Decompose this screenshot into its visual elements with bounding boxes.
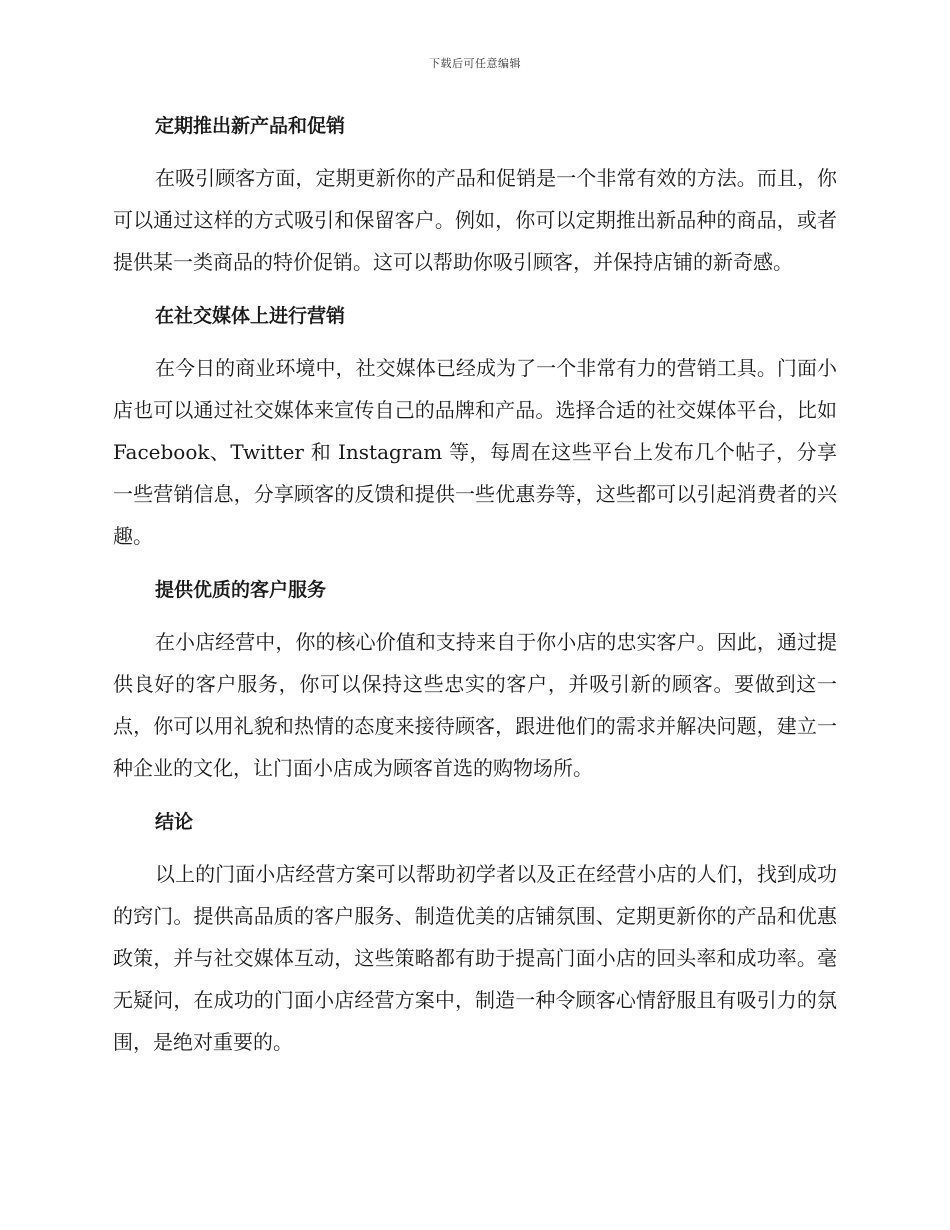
section-paragraph: 在今日的商业环境中，社交媒体已经成为了一个非常有力的营销工具。门面小店也可以通过社交媒体来宣传自己的品牌和产品。选择合适的社交媒体平台，比如 Facebook、Twitter 和 Instagram 等，每周在这些平台上发布几个帖子，分享一些营销信息，分享顾客的反馈和提供一些优惠券等，这些都可以引起消费者的兴趣。 bbox=[113, 356, 837, 548]
section-paragraph: 在吸引顾客方面，定期更新你的产品和促销是一个非常有效的方法。而且，你可以通过这样的方式吸引和保留客户。例如，你可以定期推出新品种的商品，或者提供某一类商品的特价促销。这可以帮助你吸引顾客，并保持店铺的新奇感。 bbox=[113, 166, 837, 274]
section-conclusion bbox=[113, 801, 837, 1063]
section-heading: 结论 bbox=[155, 811, 194, 833]
section-heading: 提供优质的客户服务 bbox=[155, 579, 327, 601]
section-paragraph: 在小店经营中，你的核心价值和支持来自于你小店的忠实客户。因此，通过提供良好的客户服务，你可以保持这些忠实的客户，并吸引新的顾客。要做到这一点，你可以用礼貌和热情的态度来接待顾客，跟进他们的需求并解决问题，建立一种企业的文化，让门面小店成为顾客首选的购物场所。 bbox=[113, 630, 837, 780]
section-heading: 定期推出新产品和促销 bbox=[155, 115, 346, 137]
section-social-media bbox=[113, 295, 837, 557]
section-customer-service bbox=[113, 569, 837, 789]
section-new-products bbox=[113, 105, 837, 283]
document-body bbox=[113, 105, 837, 1075]
section-paragraph: 以上的门面小店经营方案可以帮助初学者以及正在经营小店的人们，找到成功的窍门。提供高品质的客户服务、制造优美的店铺氛围、定期更新你的产品和优惠政策，并与社交媒体互动，这些策略都有助于提高门面小店的回头率和成功率。毫无疑问，在成功的门面小店经营方案中，制造一种令顾客心情舒服且有吸引力的氛围，是绝对重要的。 bbox=[113, 862, 837, 1054]
page-header-note: 下载后可任意编辑 bbox=[429, 57, 521, 70]
section-heading: 在社交媒体上进行营销 bbox=[155, 305, 346, 327]
